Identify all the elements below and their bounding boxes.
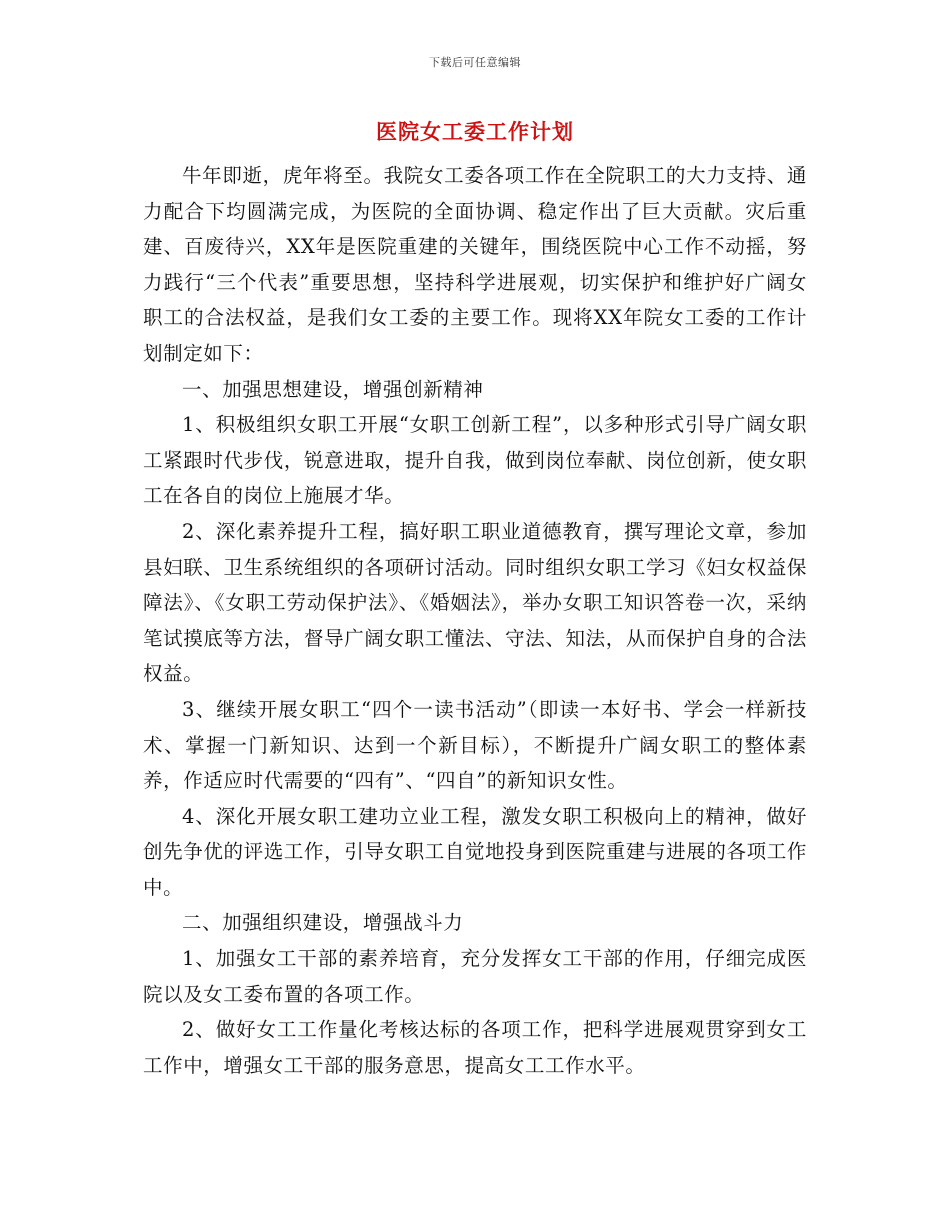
section-heading-2: 二、加强组织建设，增强战斗力 [182,911,464,935]
paragraph-intro: 牛年即逝，虎年将至。我院女工委各项工作在全院职工的大力支持、通力配合下均圆满完成，为医院的全面协调、稳定作出了巨大贡献。灾后重建、百废待兴，XX年是医院重建的关键年，围绕医院中心工作不动摇，努力践行“三个代表”重要思想，坚持科学进展观，切实保护和维护好广阔女职工的合法权益，是我们女工委的主要工作。现将XX年院女工委的工作计划制定如下： [143,164,807,365]
header-note: 下载后可任意编辑 [429,56,521,69]
paragraph-1-2: 2、深化素养提升工程，搞好职工职业道德教育，撰写理论文章，参加县妇联、卫生系统组织的各项研讨活动。同时组织女职工学习《妇女权益保障法》、《女职工劳动保护法》、《婚姻法》，举办女职工知识答卷一次，采纳笔试摸底等方法，督导广阔女职工懂法、守法、知法，从而保护自身的合法权益。 [143,519,807,686]
document-body [143,158,807,1083]
paragraph-1-3: 3、继续开展女职工“四个一读书活动”（即读一本好书、学会一样新技术、掌握一门新知识、达到一个新目标），不断提升广阔女职工的整体素养，作适应时代需要的“四有”、“四自”的新知识女性。 [143,697,807,793]
document-title: 医院女工委工作计划 [376,119,574,144]
section-heading-1: 一、加强思想建设，增强创新精神 [182,377,484,401]
paragraph-1-4: 4、深化开展女职工建功立业工程，激发女职工积极向上的精神，做好创先争优的评选工作，引导女职工自觉地投身到医院重建与进展的各项工作中。 [143,804,807,899]
paragraph-2-1: 1、加强女工干部的素养培育，充分发挥女工干部的作用，仔细完成医院以及女工委布置的各项工作。 [143,947,807,1006]
paragraph-2-2: 2、做好女工工作量化考核达标的各项工作，把科学进展观贯穿到女工工作中，增强女工干部的服务意思，提高女工工作水平。 [143,1018,807,1077]
paragraph-1-1: 1、积极组织女职工开展“女职工创新工程”，以多种形式引导广阔女职工紧跟时代步伐，锐意进取，提升自我，做到岗位奉献、岗位创新，使女职工在各自的岗位上施展才华。 [143,413,807,508]
